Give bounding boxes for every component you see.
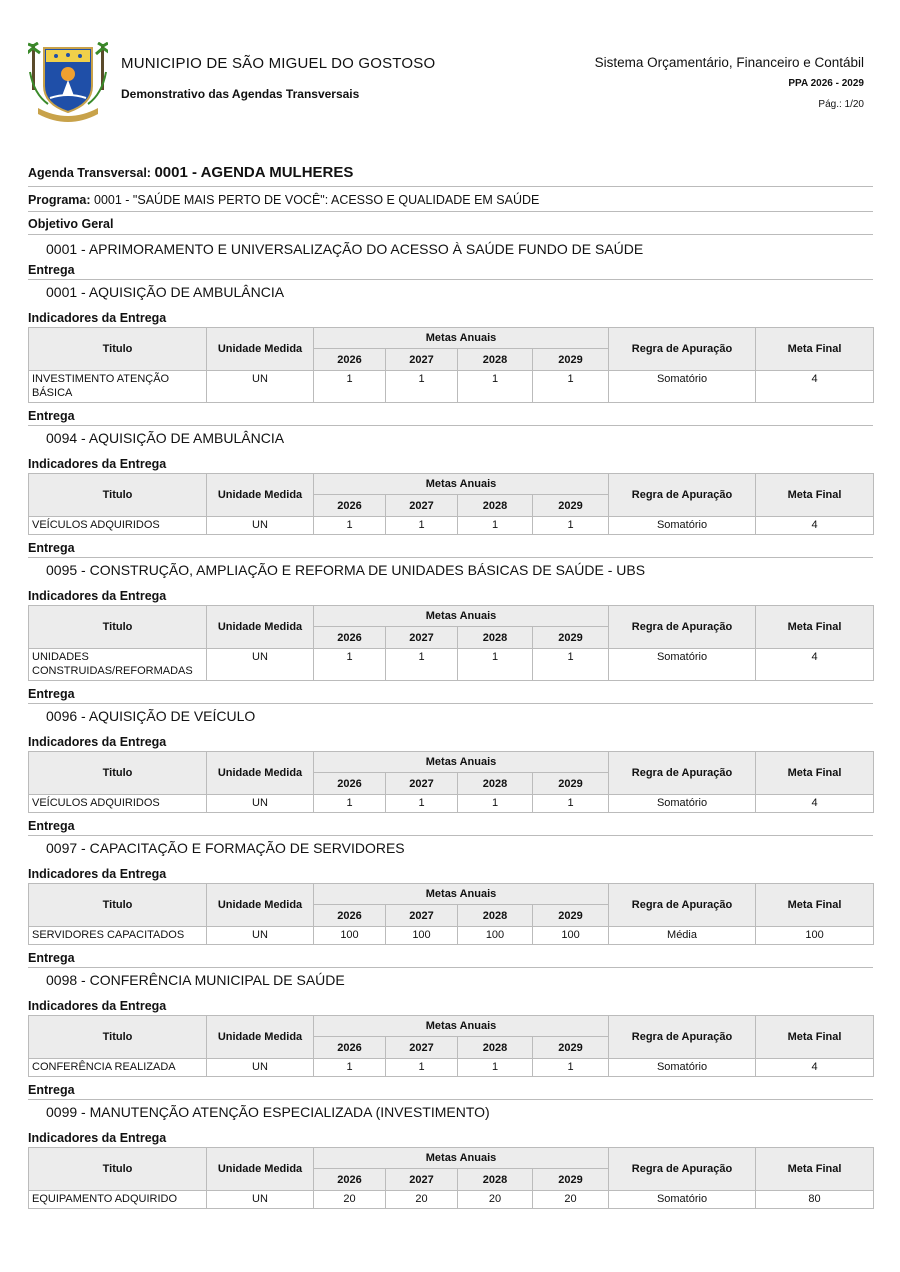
col-titulo: Titulo [29,328,207,371]
col-regra: Regra de Apuração [609,328,756,371]
indicators-table [28,751,874,813]
indicator-meta-year: 1 [386,371,458,403]
indicator-unidade: UN [207,649,314,681]
entrega-label: Entrega [28,409,873,426]
indicator-meta-year: 1 [458,1059,533,1077]
col-metas-anuais: Metas Anuais [314,752,609,773]
indicator-meta-year: 1 [386,795,458,813]
table-row [29,1059,874,1077]
indicator-unidade: UN [207,927,314,945]
indicator-titulo: SERVIDORES CAPACITADOS [29,927,207,945]
col-year: 2026 [314,495,386,517]
indicator-meta-final: 4 [756,795,874,813]
col-meta-final: Meta Final [756,884,874,927]
indicator-meta-final: 80 [756,1191,874,1209]
entrega-label: Entrega [28,951,873,968]
col-year: 2029 [533,627,609,649]
col-year: 2028 [458,495,533,517]
indicators-table [28,327,874,403]
indicator-meta-year: 20 [533,1191,609,1209]
entrega-name: 0095 - CONSTRUÇÃO, AMPLIAÇÃO E REFORMA DE UNIDADES BÁSICAS DE SAÚDE - UBS [46,562,646,578]
col-regra: Regra de Apuração [609,1016,756,1059]
col-year: 2027 [386,1037,458,1059]
indicator-unidade: UN [207,1191,314,1209]
indicator-meta-year: 1 [533,371,609,403]
entrega-label: Entrega [28,687,873,704]
col-year: 2028 [458,627,533,649]
col-year: 2027 [386,905,458,927]
col-regra: Regra de Apuração [609,752,756,795]
agenda-value: 0001 - AGENDA MULHERES [154,164,354,181]
col-year: 2029 [533,1169,609,1191]
municipal-coat-of-arms-logo [28,42,108,122]
indicator-regra: Somatório [609,371,756,403]
indicator-meta-year: 1 [458,517,533,535]
indicator-unidade: UN [207,371,314,403]
entrega-block [28,687,873,813]
indicator-meta-year: 100 [533,927,609,945]
col-year: 2029 [533,495,609,517]
indicator-meta-year: 1 [314,649,386,681]
indicators-table [28,883,874,945]
col-year: 2027 [386,349,458,371]
indicator-meta-year: 1 [533,795,609,813]
indicator-meta-year: 20 [386,1191,458,1209]
col-titulo: Titulo [29,1016,207,1059]
col-year: 2026 [314,905,386,927]
entrega-block [28,1083,873,1209]
indicator-meta-year: 20 [314,1191,386,1209]
col-unidade: Unidade Medida [207,1016,314,1059]
col-year: 2027 [386,1169,458,1191]
objetivo-value: 0001 - APRIMORAMENTO E UNIVERSALIZAÇÃO DO ACESSO À SAÚDE FUNDO DE SAÚDE [46,241,644,257]
programa-label: Programa: [28,193,91,207]
indicator-meta-final: 4 [756,649,874,681]
col-year: 2029 [533,905,609,927]
indicator-meta-year: 100 [314,927,386,945]
col-year: 2028 [458,773,533,795]
indicator-meta-year: 1 [533,649,609,681]
entrega-label: Entrega [28,1083,873,1100]
entrega-name: 0098 - CONFERÊNCIA MUNICIPAL DE SAÚDE [46,972,345,988]
col-meta-final: Meta Final [756,752,874,795]
indicator-regra: Média [609,927,756,945]
col-metas-anuais: Metas Anuais [314,328,609,349]
entrega-block [28,951,873,1077]
indicator-regra: Somatório [609,649,756,681]
indicadores-label: Indicadores da Entrega [28,999,167,1013]
indicator-titulo: UNIDADES CONSTRUIDAS/REFORMADAS [29,649,207,681]
col-unidade: Unidade Medida [207,606,314,649]
indicator-regra: Somatório [609,517,756,535]
indicator-regra: Somatório [609,1059,756,1077]
entrega-block [28,541,873,681]
indicator-meta-final: 4 [756,371,874,403]
indicadores-label: Indicadores da Entrega [28,1131,167,1145]
indicator-meta-year: 1 [386,517,458,535]
col-unidade: Unidade Medida [207,474,314,517]
col-unidade: Unidade Medida [207,328,314,371]
municipality-name: MUNICIPIO DE SÃO MIGUEL DO GOSTOSO [121,55,436,72]
col-meta-final: Meta Final [756,1016,874,1059]
col-unidade: Unidade Medida [207,884,314,927]
entrega-name: 0001 - AQUISIÇÃO DE AMBULÂNCIA [46,284,285,300]
col-year: 2026 [314,349,386,371]
indicadores-label: Indicadores da Entrega [28,311,167,325]
indicator-meta-year: 1 [314,371,386,403]
col-regra: Regra de Apuração [609,474,756,517]
indicators-table [28,1015,874,1077]
col-metas-anuais: Metas Anuais [314,884,609,905]
col-year: 2027 [386,495,458,517]
col-year: 2026 [314,1037,386,1059]
col-unidade: Unidade Medida [207,752,314,795]
report-header [0,0,900,130]
entrega-block [28,263,873,403]
col-year: 2027 [386,773,458,795]
entrega-name: 0099 - MANUTENÇÃO ATENÇÃO ESPECIALIZADA (INVESTIMENTO) [46,1104,490,1120]
indicator-meta-year: 1 [458,371,533,403]
table-row [29,517,874,535]
table-row [29,1191,874,1209]
entrega-label: Entrega [28,541,873,558]
col-meta-final: Meta Final [756,606,874,649]
col-regra: Regra de Apuração [609,1148,756,1191]
col-metas-anuais: Metas Anuais [314,606,609,627]
indicator-meta-year: 100 [458,927,533,945]
system-name: Sistema Orçamentário, Financeiro e Contábil [594,55,864,70]
entrega-name: 0097 - CAPACITAÇÃO E FORMAÇÃO DE SERVIDORES [46,840,405,856]
indicators-table [28,473,874,535]
entrega-label: Entrega [28,263,873,280]
indicadores-label: Indicadores da Entrega [28,589,167,603]
col-year: 2029 [533,349,609,371]
indicators-table [28,1147,874,1209]
programa-line [28,193,873,212]
table-row [29,371,874,403]
col-year: 2026 [314,773,386,795]
col-titulo: Titulo [29,606,207,649]
table-row [29,795,874,813]
col-year: 2028 [458,905,533,927]
indicator-meta-final: 100 [756,927,874,945]
col-titulo: Titulo [29,474,207,517]
entrega-name: 0094 - AQUISIÇÃO DE AMBULÂNCIA [46,430,285,446]
report-body [28,164,873,1209]
indicator-regra: Somatório [609,795,756,813]
entrega-label: Entrega [28,819,873,836]
col-meta-final: Meta Final [756,1148,874,1191]
page-number: Pág.: 1/20 [818,99,864,110]
report-title: Demonstrativo das Agendas Transversais [121,87,360,101]
indicadores-label: Indicadores da Entrega [28,457,167,471]
entrega-block [28,409,873,535]
col-year: 2027 [386,627,458,649]
col-year: 2028 [458,349,533,371]
indicator-unidade: UN [207,1059,314,1077]
col-meta-final: Meta Final [756,474,874,517]
table-row [29,649,874,681]
indicator-meta-year: 100 [386,927,458,945]
entregas-list [28,263,873,1209]
indicadores-label: Indicadores da Entrega [28,867,167,881]
indicator-titulo: EQUIPAMENTO ADQUIRIDO [29,1191,207,1209]
col-year: 2026 [314,1169,386,1191]
indicator-meta-year: 1 [533,1059,609,1077]
table-row [29,927,874,945]
indicator-regra: Somatório [609,1191,756,1209]
agenda-heading [28,164,873,187]
entrega-block [28,819,873,945]
indicator-meta-year: 1 [458,649,533,681]
indicator-meta-year: 1 [386,649,458,681]
entrega-name: 0096 - AQUISIÇÃO DE VEÍCULO [46,708,256,724]
col-year: 2029 [533,773,609,795]
indicator-titulo: VEÍCULOS ADQUIRIDOS [29,795,207,813]
indicator-meta-year: 20 [458,1191,533,1209]
agenda-label: Agenda Transversal: [28,166,151,180]
programa-value: 0001 - "SAÚDE MAIS PERTO DE VOCÊ": ACESSO E QUALIDADE EM SAÚDE [94,193,540,207]
col-regra: Regra de Apuração [609,606,756,649]
indicator-meta-year: 1 [458,795,533,813]
col-regra: Regra de Apuração [609,884,756,927]
col-unidade: Unidade Medida [207,1148,314,1191]
indicator-unidade: UN [207,517,314,535]
col-year: 2028 [458,1037,533,1059]
indicator-meta-year: 1 [386,1059,458,1077]
indicator-titulo: INVESTIMENTO ATENÇÃO BÁSICA [29,371,207,403]
col-metas-anuais: Metas Anuais [314,1016,609,1037]
indicator-meta-year: 1 [314,1059,386,1077]
col-year: 2026 [314,627,386,649]
indicator-titulo: VEÍCULOS ADQUIRIDOS [29,517,207,535]
indicadores-label: Indicadores da Entrega [28,735,167,749]
indicator-unidade: UN [207,795,314,813]
col-year: 2028 [458,1169,533,1191]
col-titulo: Titulo [29,1148,207,1191]
objetivo-label: Objetivo Geral [28,217,873,235]
indicator-titulo: CONFERÊNCIA REALIZADA [29,1059,207,1077]
col-metas-anuais: Metas Anuais [314,1148,609,1169]
col-titulo: Titulo [29,884,207,927]
indicator-meta-final: 4 [756,517,874,535]
col-year: 2029 [533,1037,609,1059]
indicator-meta-final: 4 [756,1059,874,1077]
ppa-period: PPA 2026 - 2029 [788,78,864,89]
indicator-meta-year: 1 [533,517,609,535]
indicator-meta-year: 1 [314,795,386,813]
col-metas-anuais: Metas Anuais [314,474,609,495]
col-meta-final: Meta Final [756,328,874,371]
indicators-table [28,605,874,681]
indicator-meta-year: 1 [314,517,386,535]
col-titulo: Titulo [29,752,207,795]
